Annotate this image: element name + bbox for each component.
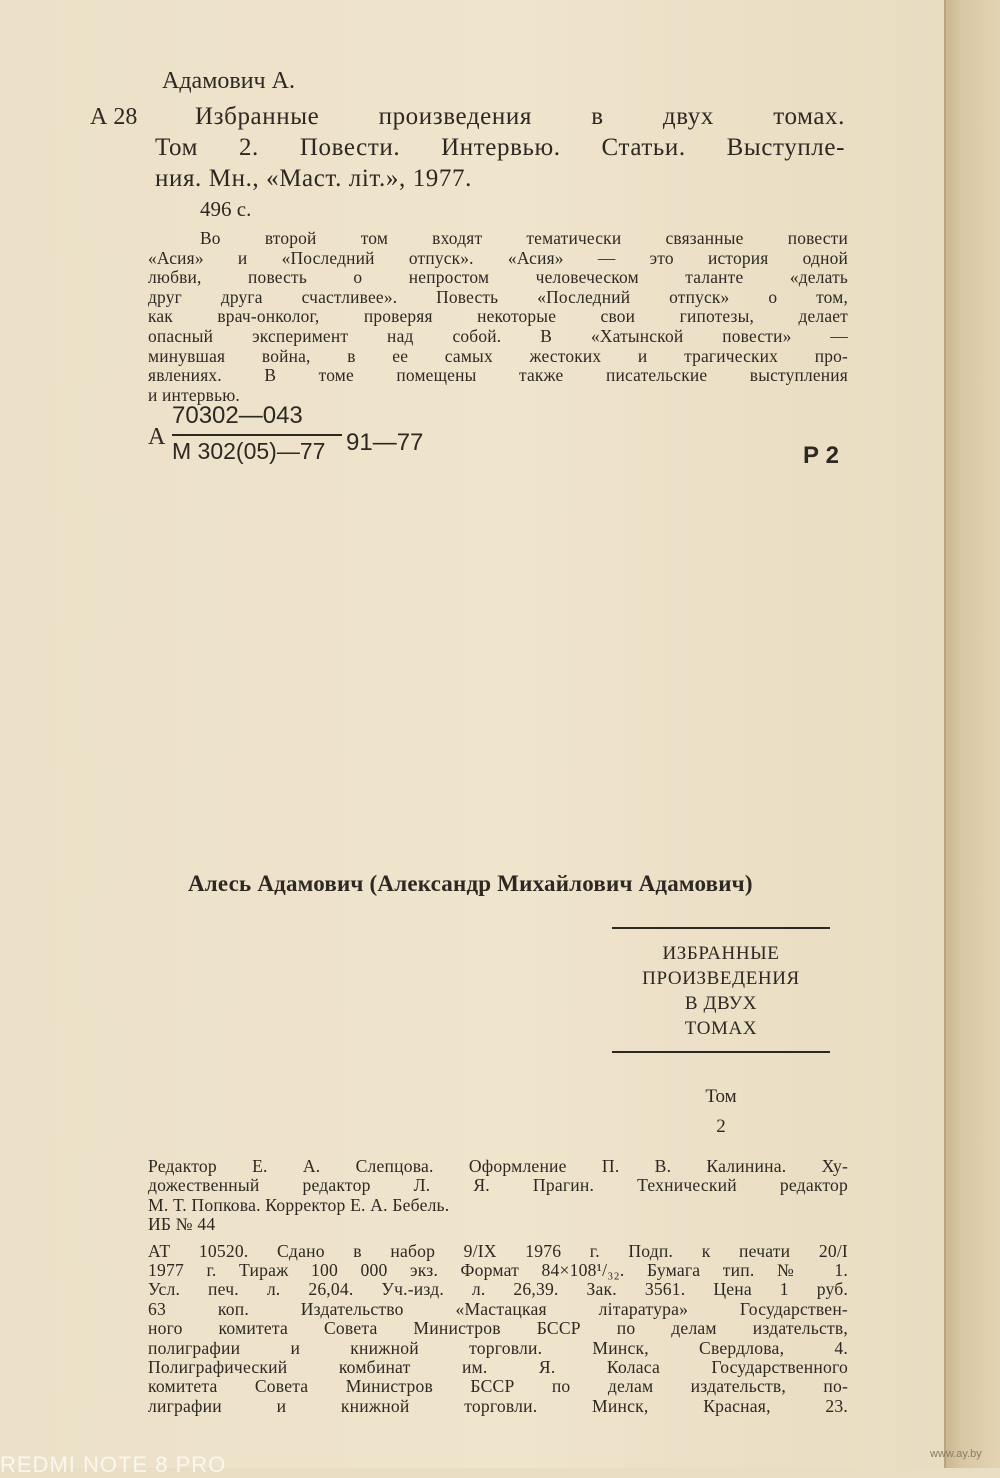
- annotation-line: любви, повесть о непростом человеческом таланте «делать: [148, 267, 848, 288]
- catalog-annotation: [148, 229, 848, 405]
- volume: [612, 1082, 830, 1142]
- book-title: [612, 941, 830, 1041]
- catalog-code-letter: А: [148, 424, 166, 450]
- imprint-detail-line: АТ 10520. Сдано в набор 9/IX 1976 г. Подп. к печати 20/I: [148, 1240, 848, 1261]
- imprint-line: Редактор Е. А. Слепцова. Оформление П. В. Калинина. Ху-: [148, 1156, 848, 1176]
- annotation-line: Во второй том входят тематически связанные повести: [200, 228, 848, 248]
- catalog-class-index: А 28: [90, 104, 138, 130]
- catalog-title-line: Избранные произведения в двух томах.: [195, 103, 845, 130]
- catalog-code-suffix: 91—77: [346, 429, 424, 456]
- catalog-code-fraction-bar: [172, 434, 342, 436]
- volume-number: 2: [716, 1116, 726, 1137]
- imprint-detail-line: 1977 г. Тираж 100 000 экз. Формат 84×108¹/₃₂. Бумага тип. № 1.: [148, 1260, 848, 1281]
- imprint: [148, 1157, 848, 1416]
- catalog-code-numerator: 70302—043: [172, 402, 303, 429]
- imprint-detail-line: полиграфии и книжной торговли. Минск, Свердлова, 4.: [148, 1337, 848, 1358]
- annotation-line: как врач-онколог, проверяя некоторые свои гипотезы, делает: [148, 306, 848, 327]
- site-watermark: www.ay.by: [930, 1448, 982, 1460]
- title-rule-bottom: [612, 1051, 830, 1053]
- catalog-title-line: ния. Мн., «Маст. літ.», 1977.: [155, 165, 472, 192]
- book-title-line: ТОМАХ: [684, 1018, 758, 1039]
- annotation-line: минувшая война, в ее самых жестоких и трагических про-: [148, 345, 848, 366]
- catalog-title-line: Том 2. Повести. Интервью. Статьи. Выступле-: [155, 134, 845, 161]
- imprint-detail-line: комитета Совета Министров БССР по делам издательств, по-: [148, 1376, 848, 1397]
- annotation-line: опасный эксперимент над собой. В «Хатынской повести» —: [148, 325, 848, 346]
- imprint-detail-line: Полиграфический комбинат им. Я. Коласа Государственного: [148, 1357, 848, 1378]
- book-spine-edge: [944, 0, 1000, 1468]
- imprint-detail-line: 63 коп. Издательство «Мастацкая літаратура» Государствен-: [148, 1298, 848, 1319]
- catalog-pages: 496 с.: [200, 197, 252, 221]
- catalog-title: [155, 101, 845, 194]
- volume-label: Том: [705, 1086, 737, 1107]
- imprint-line: дожественный редактор Л. Я. Прагин. Технический редактор: [148, 1175, 848, 1196]
- annotation-line: явлениях. В томе помещены также писательские выступления: [148, 365, 848, 386]
- imprint-ib-number: ИБ № 44: [148, 1214, 216, 1235]
- imprint-detail-line: лиграфии и книжной торговли. Минск, Красная, 23.: [148, 1395, 848, 1416]
- catalog-code-denominator: М 302(05)—77: [172, 438, 326, 464]
- imprint-detail-line: ного комитета Совета Министров БССР по делам издательств,: [148, 1318, 848, 1339]
- annotation-line: «Асия» и «Последний отпуск». «Асия» — это история одной: [148, 247, 848, 268]
- catalog-code-right: Р 2: [803, 442, 840, 469]
- annotation-line: и интервью.: [148, 384, 240, 405]
- title-rule-top: [612, 927, 830, 929]
- author-full-name: Алесь Адамович (Александр Михайлович Адамович): [188, 871, 753, 896]
- imprint-detail-line: Усл. печ. л. 26,04. Уч.-изд. л. 26,39. Зак. 3561. Цена 1 руб.: [148, 1279, 848, 1300]
- camera-watermark: REDMI NOTE 8 PRO: [0, 1452, 227, 1477]
- catalog-author: Адамович А.: [162, 68, 295, 94]
- book-title-line: В ДВУХ: [684, 993, 758, 1014]
- annotation-line: друг друга счастливее». Повесть «Последний отпуск» о том,: [148, 286, 848, 307]
- book-title-line: ИЗБРАННЫЕ: [662, 943, 780, 964]
- imprint-line: М. Т. Попкова. Корректор Е. А. Бебель.: [148, 1194, 450, 1215]
- book-title-line: ПРОИЗВЕДЕНИЯ: [642, 968, 800, 989]
